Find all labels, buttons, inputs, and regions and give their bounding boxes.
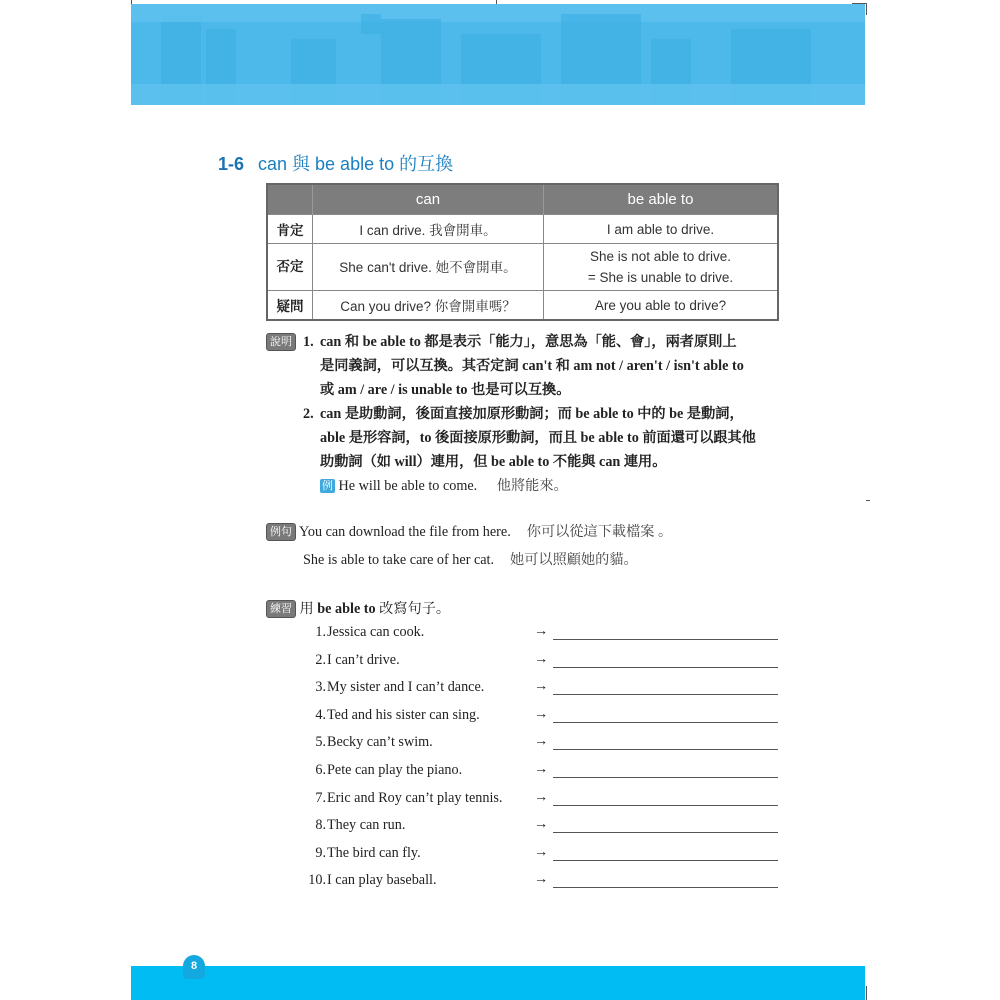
cell-be-able-to: Are you able to drive? <box>544 291 779 321</box>
exercise-sentence: Becky can’t swim. <box>327 734 433 751</box>
answer-blank[interactable] <box>553 777 778 778</box>
cell-line: = She is unable to drive. <box>587 270 734 285</box>
answer-blank[interactable] <box>553 694 778 695</box>
exercise-sentence: The bird can fly. <box>327 844 421 861</box>
section-title <box>218 150 453 176</box>
exercise-list <box>300 620 780 896</box>
point-line: 或 am / are / is unable to 也是可以互換。 <box>320 382 571 398</box>
crop-mark <box>866 500 870 501</box>
example-en: You can download the file from here. <box>299 524 511 540</box>
table-row <box>267 215 778 244</box>
example-en: She is able to take care of her cat. <box>303 552 495 568</box>
practice-badge: 練習 <box>266 600 296 618</box>
point-line: 是同義詞，可以互換。其否定詞 can't 和 am not / aren't / isn't able to <box>320 358 744 374</box>
arrow-icon: → <box>534 760 549 777</box>
exercise-sentence: I can’t drive. <box>327 651 400 668</box>
crop-mark <box>866 986 867 1000</box>
instruction-text: 用 <box>299 601 318 617</box>
example-zh: 她可以照顧她的貓。 <box>510 552 638 568</box>
exercise-sentence: Eric and Roy can’t play tennis. <box>327 789 503 806</box>
inline-example <box>320 474 786 498</box>
answer-blank[interactable] <box>553 749 778 750</box>
exercise-sentence: Jessica can cook. <box>327 624 425 640</box>
point-line: able 是形容詞，to 後面接原形動詞，而且 be able to 前面還可以跟其他 <box>320 430 756 446</box>
comparison-table <box>266 183 779 321</box>
exercise-number: 1. <box>315 624 326 640</box>
answer-blank[interactable] <box>553 805 778 806</box>
instruction-bold: be able to <box>317 601 376 617</box>
point-number: 1. <box>303 334 314 350</box>
section-title-text: can 與 be able to 的互換 <box>258 154 454 174</box>
point-line: can 和 be able to 都是表示「能力」，意思為「能、會」，兩者原則上 <box>320 334 737 350</box>
exercise-sentence: They can run. <box>327 817 406 834</box>
point-number: 2. <box>303 406 314 422</box>
arrow-icon: → <box>534 678 549 695</box>
exercise-item <box>300 620 780 648</box>
example-badge: 例 <box>322 479 333 492</box>
exercise-item <box>300 813 780 841</box>
cell-be-able-to: I am able to drive. <box>544 215 779 244</box>
table-row <box>267 244 778 291</box>
exercise-sentence: I can play baseball. <box>327 872 437 889</box>
table-header-be-able-to: be able to <box>544 184 779 215</box>
point-line: can 是助動詞，後面直接加原形動詞；而 be able to 中的 be 是動詞， <box>320 406 744 422</box>
explanation-badge: 說明 <box>266 333 296 351</box>
explanation-point <box>266 330 786 402</box>
arrow-icon: → <box>534 733 549 750</box>
exercise-item <box>300 758 780 786</box>
exercise-number: 4. <box>315 706 326 723</box>
explanation-section <box>266 330 786 498</box>
footer-band <box>131 966 865 1000</box>
row-label: 疑問 <box>267 291 313 321</box>
answer-blank[interactable] <box>553 722 778 723</box>
exercise-item <box>300 841 780 869</box>
table-header-row <box>267 184 778 215</box>
answer-blank[interactable] <box>553 860 778 861</box>
exercise-item <box>300 868 780 896</box>
exercise-item <box>300 730 780 758</box>
table-header-blank <box>267 184 313 215</box>
row-label: 肯定 <box>267 215 313 244</box>
explanation-point <box>266 402 786 498</box>
example-line <box>266 546 672 574</box>
instruction-text: 改寫句子。 <box>375 601 451 617</box>
crop-mark <box>866 3 867 15</box>
answer-blank[interactable] <box>553 832 778 833</box>
row-label: 否定 <box>267 244 313 291</box>
arrow-icon: → <box>534 623 549 639</box>
exercise-number: 2. <box>315 651 326 668</box>
exercise-number: 10. <box>308 872 326 889</box>
exercise-sentence: Ted and his sister can sing. <box>327 706 480 723</box>
cell-line: She is not able to drive. <box>589 249 732 264</box>
exercise-number: 3. <box>315 679 326 696</box>
cell-be-able-to <box>544 244 779 291</box>
exercise-sentence: My sister and I can’t dance. <box>327 679 485 696</box>
arrow-icon: → <box>534 871 549 888</box>
exercise-item <box>300 675 780 703</box>
exercise-number: 7. <box>315 789 326 806</box>
practice-instruction <box>300 601 451 617</box>
answer-blank[interactable] <box>553 887 778 888</box>
example-sentences <box>266 518 672 574</box>
cell-can: Can you drive? 你會開車嗎？ <box>313 291 544 321</box>
answer-blank[interactable] <box>553 667 778 668</box>
answer-blank[interactable] <box>553 639 778 640</box>
example-line <box>266 518 672 546</box>
exercise-number: 9. <box>315 844 326 861</box>
exercise-item <box>300 648 780 676</box>
arrow-icon: → <box>534 843 549 860</box>
table-row <box>267 291 778 321</box>
exercise-number: 8. <box>315 817 326 834</box>
cell-can: I can drive. 我會開車。 <box>313 215 544 244</box>
exercise-item <box>300 703 780 731</box>
page-number: 8 <box>183 955 205 979</box>
table-header-can: can <box>313 184 544 215</box>
cell-can: She can't drive. 她不會開車。 <box>313 244 544 291</box>
exercise-number: 5. <box>315 734 326 751</box>
example-zh: 你可以從這下載檔案 。 <box>526 524 673 540</box>
practice-header <box>266 598 450 618</box>
example-sentences-badge: 例句 <box>266 523 296 541</box>
header-decorative-band <box>131 4 865 105</box>
exercise-number: 6. <box>315 761 326 778</box>
arrow-icon: → <box>534 816 549 833</box>
exercise-sentence: Pete can play the piano. <box>327 761 463 778</box>
point-line: 助動詞（如 will）連用，但 be able to 不能與 can 連用。 <box>320 454 667 470</box>
example-en: He will be able to come. <box>338 478 478 494</box>
arrow-icon: → <box>534 650 549 667</box>
section-number: 1-6 <box>218 154 245 174</box>
arrow-icon: → <box>534 705 549 722</box>
arrow-icon: → <box>534 788 549 805</box>
example-zh: 他將能來。 <box>496 478 568 494</box>
exercise-item <box>300 786 780 814</box>
